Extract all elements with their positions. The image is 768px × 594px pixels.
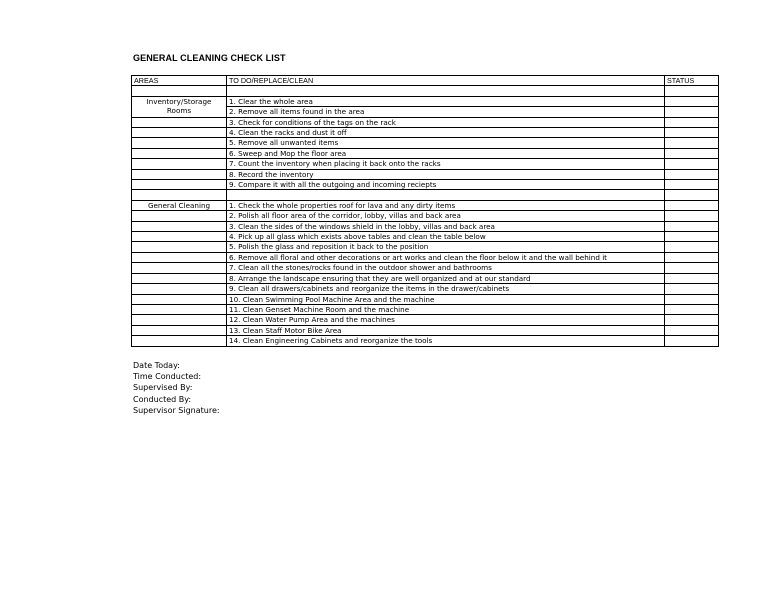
table-row [132, 273, 719, 283]
date-today-label: Date Today: [133, 361, 180, 370]
status-cell[interactable] [665, 263, 719, 273]
task-cell: 9. Compare it with all the outgoing and incoming reciepts [227, 180, 665, 190]
status-cell[interactable] [665, 107, 719, 117]
task-cell: 13. Clean Staff Motor Bike Area [227, 325, 665, 335]
table-row [132, 169, 719, 179]
task-cell: 6. Remove all floral and other decorations or art works and clean the floor below it and the wall behind it [227, 252, 665, 262]
task-cell: 3. Clean the sides of the windows shield in the lobby, villas and back area [227, 221, 665, 231]
task-cell: 7. Clean all the stones/rocks found in the outdoor shower and bathrooms [227, 263, 665, 273]
table-row [132, 138, 719, 148]
table-row [132, 252, 719, 262]
task-cell: 1. Check the whole properties roof for lava and any dirty items [227, 200, 665, 210]
header-status: STATUS [665, 76, 719, 86]
status-cell[interactable] [665, 180, 719, 190]
task-cell: 1. Clear the whole area [227, 96, 665, 106]
status-cell[interactable] [665, 96, 719, 106]
status-cell[interactable] [665, 211, 719, 221]
table-row [132, 221, 719, 231]
spacer-row [132, 86, 719, 96]
table-row [132, 284, 719, 294]
supervised-by-label: Supervised By: [133, 383, 193, 393]
task-cell: 12. Clean Water Pump Area and the machines [227, 315, 665, 325]
status-cell[interactable] [665, 315, 719, 325]
status-cell[interactable] [665, 273, 719, 283]
table-row [132, 242, 719, 252]
status-cell[interactable] [665, 148, 719, 158]
time-conducted-label: Time Conducted: [133, 372, 202, 382]
task-cell: 3. Check for conditions of the tags on the rack [227, 117, 665, 127]
status-cell[interactable] [665, 242, 719, 252]
table-row [132, 294, 719, 304]
table-row [132, 263, 719, 273]
table-row [132, 304, 719, 314]
table-row [132, 200, 719, 210]
table-row [132, 96, 719, 106]
signoff-block [133, 360, 220, 416]
checklist-table [131, 75, 719, 347]
table-row [132, 325, 719, 335]
task-cell: 8. Arrange the landscape ensuring that they are well organized and at our standard [227, 273, 665, 283]
status-cell[interactable] [665, 159, 719, 169]
table-row [132, 315, 719, 325]
status-cell[interactable] [665, 117, 719, 127]
task-cell: 6. Sweep and Mop the floor area [227, 148, 665, 158]
status-cell[interactable] [665, 128, 719, 138]
task-cell: 10. Clean Swimming Pool Machine Area and the machine [227, 294, 665, 304]
table-row [132, 117, 719, 127]
table-header-row [132, 76, 719, 86]
task-cell: 14. Clean Engineering Cabinets and reorganize the tools [227, 336, 665, 346]
table-row [132, 148, 719, 158]
spacer-row [132, 190, 719, 200]
status-cell[interactable] [665, 221, 719, 231]
status-cell[interactable] [665, 232, 719, 242]
status-cell[interactable] [665, 138, 719, 148]
status-cell[interactable] [665, 252, 719, 262]
table-row [132, 180, 719, 190]
area-general-cleaning: General Cleaning [132, 200, 227, 210]
task-cell: 5. Remove all unwanted items [227, 138, 665, 148]
task-cell: 4. Pick up all glass which exists above tables and clean the table below [227, 232, 665, 242]
status-cell[interactable] [665, 325, 719, 335]
supervisor-signature-label: Supervisor Signature: [133, 405, 220, 415]
status-cell[interactable] [665, 200, 719, 210]
table-row [132, 232, 719, 242]
table-row [132, 128, 719, 138]
table-row [132, 336, 719, 346]
task-cell: 9. Clean all drawers/cabinets and reorganize the items in the drawer/cabinets [227, 284, 665, 294]
document-title: GENERAL CLEANING CHECK LIST [133, 53, 286, 63]
conducted-by-label: Conducted By: [133, 394, 192, 404]
status-cell[interactable] [665, 336, 719, 346]
table-row [132, 159, 719, 169]
task-cell: 5. Polish the glass and reposition it back to the position [227, 242, 665, 252]
table-row [132, 211, 719, 221]
header-todo: TO DO/REPLACE/CLEAN [227, 76, 665, 86]
status-cell[interactable] [665, 169, 719, 179]
task-cell: 7. Count the inventory when placing it back onto the racks [227, 159, 665, 169]
header-areas: AREAS [132, 76, 227, 86]
status-cell[interactable] [665, 294, 719, 304]
status-cell[interactable] [665, 284, 719, 294]
task-cell: 11. Clean Genset Machine Room and the machine [227, 304, 665, 314]
area-inventory-storage: Inventory/Storage Rooms [132, 96, 227, 117]
status-cell[interactable] [665, 304, 719, 314]
task-cell: 4. Clean the racks and dust it off [227, 128, 665, 138]
task-cell: 8. Record the inventory [227, 169, 665, 179]
task-cell: 2. Polish all floor area of the corridor, lobby, villas and back area [227, 211, 665, 221]
task-cell: 2. Remove all items found in the area [227, 107, 665, 117]
